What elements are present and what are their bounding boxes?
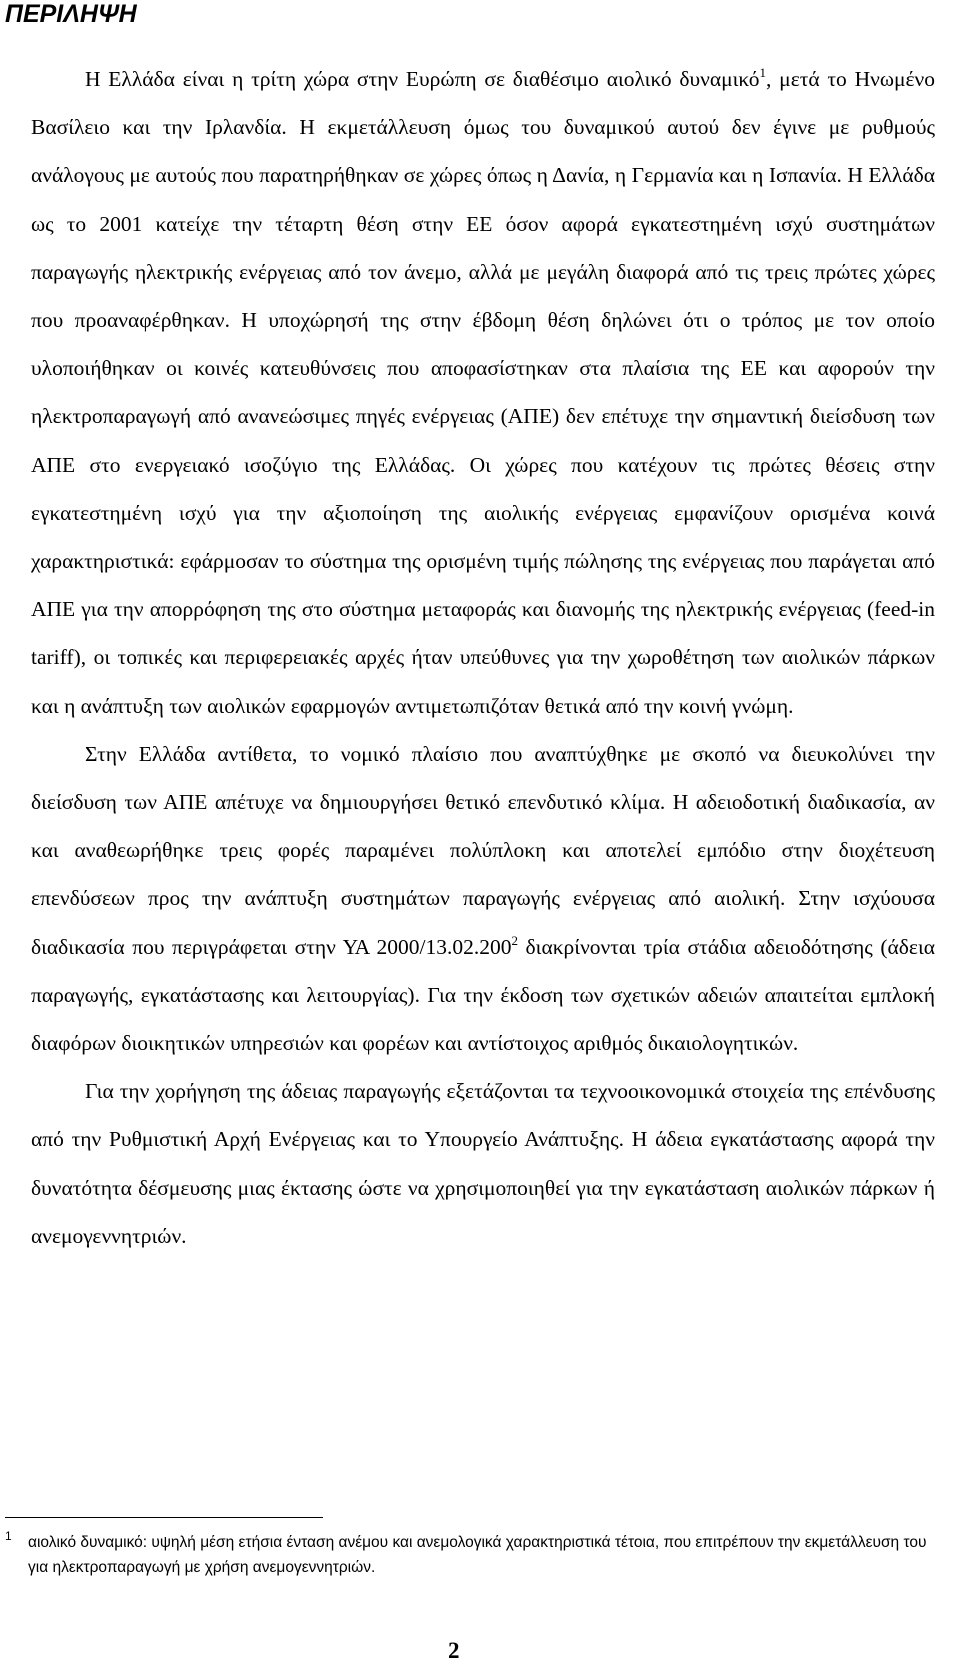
paragraph-2-text-b: διακρίνονται τρία στάδια αδειοδότησης (άδεια παραγωγής, εγκατάστασης και λειτουργίας). Για την έκδοση των σχετικών αδειών απαιτείται εμπλοκή διαφόρων διοικητικών υπηρεσιών και φορέων και αντίστοιχος αριθμός δικαιολογητικών. xyxy=(31,934,936,1056)
footnote-reference-1: 1 xyxy=(759,65,767,80)
section-heading: ΠΕΡΙΛΗΨΗ xyxy=(5,0,137,28)
paragraph-1-text-b: , μετά το Ηνωμένο Βασίλειο και την Ιρλανδία. Η εκμετάλλευση όμως του δυναμικού αυτού δεν έγινε με ρυθμούς ανάλογους με αυτούς που παρατηρήθηκαν σε χώρες όπως η Δανία, η Γερμανία και η Ισπανία. Η Ελλάδα ως το 2001 κατείχε την τέταρτη θέση στην ΕΕ όσον αφορά εγκατεστημένη ισχύ συστημάτων παραγωγής ηλεκτρικής ενέργειας από τον άνεμο, αλλά με μεγάλη διαφορά από τις τρεις πρώτες χώρες που προαναφέρθηκαν. Η υποχώρησή της στην έβδομη θέση δηλώνει ότι ο τρόπος με τον οποίο υλοποιήθηκαν οι κοινές κατευθύνσεις που αποφασίστηκαν στα πλαίσια της ΕΕ και αφορούν την ηλεκτροπαραγωγή από ανανεώσιμες πηγές ενέργειας (ΑΠΕ) δεν επέτυχε την σημαντική διείσδυση των ΑΠΕ στο ενεργειακό ισοζύγιο της Ελλάδας. Οι χώρες που κατέχουν τις πρώτες θέσεις στην εγκατεστημένη ισχύ για την αξιοποίηση της αιολικής ενέργειας εμφανίζουν ορισμένα κοινά χαρακτηριστικά: εφάρμοσαν το σύστημα της ορισμένη τιμής πώλησης της ενέργειας που παράγεται από ΑΠΕ για την απορρόφηση της στο σύστημα μεταφοράς και διανομής της ηλεκτρικής ενέργειας (feed-in tariff), οι τοπικές και περιφερειακές αρχές ήταν υπεύθυνες για την χωροθέτηση των αιολικών πάρκων και η ανάπτυξη των αιολικών εφαρμογών αντιμετωπιζόταν θετικά από την κοινή γνώμη. xyxy=(31,67,936,718)
paragraph-1-text-a: Η Ελλάδα είναι η τρίτη χώρα στην Ευρώπη σε διαθέσιμο αιολικό δυναμικό xyxy=(85,67,760,91)
paragraph-2 xyxy=(31,730,935,1067)
body-text xyxy=(31,55,935,1260)
footnote xyxy=(5,1530,940,1580)
footnote-reference-2: 2 xyxy=(511,932,518,948)
footnote-separator xyxy=(5,1517,323,1518)
paragraph-3-text-a: Για την χορήγηση της άδειας παραγωγής εξετάζονται τα τεχνοοικονομικά στοιχεία της επένδυσης από την Ρυθμιστική Αρχή Ενέργειας και το Υπουργείο Ανάπτυξης. Η άδεια εγκατάστασης αφορά την δυνατότητα δέσμευσης μιας έκτασης ώστε να χρησιμοποιηθεί για την εγκατάσταση αιολικών πάρκων ή ανεμογεννητριών. xyxy=(31,1079,935,1248)
paragraph-1 xyxy=(31,55,935,730)
footnote-mark: 1 xyxy=(5,1529,12,1543)
paragraph-2-text-a: Στην Ελλάδα αντίθετα, το νομικό πλαίσιο που αναπτύχθηκε με σκοπό να διευκολύνει την διείσδυση των ΑΠΕ απέτυχε να δημιουργήσει θετικό επενδυτικό κλίμα. Η αδειοδοτική διαδικασία, αν και αναθεωρήθηκε τρεις φορές παραμένει πολύπλοκη και αποτελεί εμπόδιο στην διοχέτευση επενδύσεων προς την ανάπτυξη συστημάτων παραγωγής ενέργειας από αιολική. Στην ισχύουσα διαδικασία που περιγράφεται στην ΥΑ 2000/13.02.200 xyxy=(31,741,935,959)
paragraph-3 xyxy=(31,1067,935,1260)
page-number: 2 xyxy=(448,1638,460,1663)
footnote-text: αιολικό δυναμικό: υψηλή μέση ετήσια ένταση ανέμου και ανεμολογικά χαρακτηριστικά τέτοια, που επιτρέπουν την εκμετάλλευση του για ηλεκτροπαραγωγή με χρήση ανεμογεννητριών. xyxy=(28,1534,927,1576)
